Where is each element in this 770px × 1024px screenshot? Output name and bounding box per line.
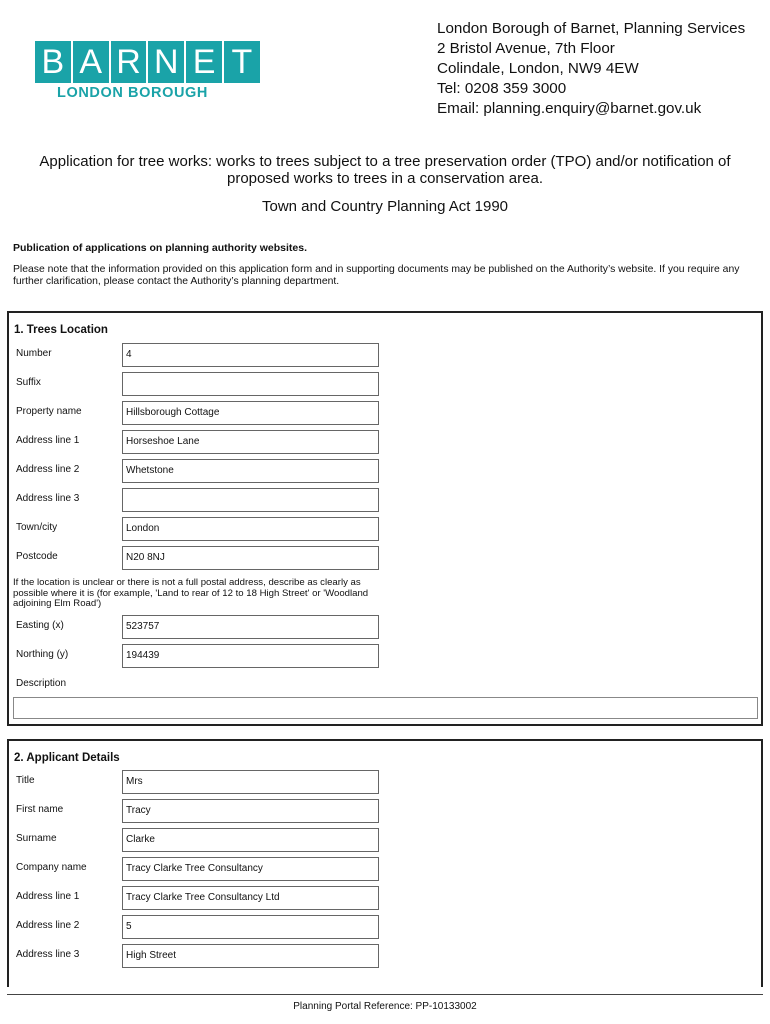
number-field[interactable]: 4 [122, 343, 379, 367]
logo-letters [35, 41, 260, 83]
publication-text: Please note that the information provided on this application form and in supporting documents may be published on the Authority’s website. If you require any further clarification, please contact the Authority’s planning department. [13, 264, 740, 287]
address-line-2-field[interactable]: Whetstone [122, 459, 379, 483]
applicant-address-line-2-label: Address line 2 [16, 920, 80, 931]
address-line-3-label: Address line 3 [16, 493, 80, 504]
section-title: 1. Trees Location [14, 324, 108, 336]
company-name-label: Company name [16, 862, 87, 873]
title-field[interactable]: Mrs [122, 770, 379, 794]
address-line-1-field[interactable]: Horseshoe Lane [122, 430, 379, 454]
applicant-address-line-1-label: Address line 1 [16, 891, 80, 902]
postcode-field[interactable]: N20 8NJ [122, 546, 379, 570]
easting-label: Easting (x) [16, 620, 64, 631]
postcode-label: Postcode [16, 551, 58, 562]
applicant-address-line-1-field[interactable]: Tracy Clarke Tree Consultancy Ltd [122, 886, 379, 910]
logo-letter: E [186, 41, 222, 83]
town-field[interactable]: London [122, 517, 379, 541]
applicant-address-line-2-field[interactable]: 5 [122, 915, 379, 939]
property-name-field[interactable]: Hillsborough Cottage [122, 401, 379, 425]
address-line: 2 Bristol Avenue, 7th Floor [437, 40, 615, 57]
logo-letter: R [111, 41, 147, 83]
location-note: If the location is unclear or there is not a full postal address, describe as clearly as possible where it is (for example, 'Land to rear of 12 to 18 High Street' or 'Woodland adjoining Elm Road') [13, 577, 369, 610]
northing-label: Northing (y) [16, 649, 69, 660]
town-label: Town/city [16, 522, 58, 533]
property-name-label: Property name [16, 406, 82, 417]
applicant-address-line-3-label: Address line 3 [16, 949, 80, 960]
logo-letter: T [224, 41, 260, 83]
address-line: Colindale, London, NW9 4EW [437, 60, 639, 77]
company-name-field[interactable]: Tracy Clarke Tree Consultancy [122, 857, 379, 881]
council-address [437, 19, 745, 119]
surname-label: Surname [16, 833, 57, 844]
suffix-label: Suffix [16, 377, 41, 388]
surname-field[interactable]: Clarke [122, 828, 379, 852]
section-title: 2. Applicant Details [14, 752, 120, 764]
applicant-address-line-3-field[interactable]: High Street [122, 944, 379, 968]
address-line-2-label: Address line 2 [16, 464, 80, 475]
address-email[interactable]: Email: planning.enquiry@barnet.gov.uk [437, 100, 702, 117]
address-phone: Tel: 0208 359 3000 [437, 80, 567, 97]
first-name-field[interactable]: Tracy [122, 799, 379, 823]
planning-portal-reference: Planning Portal Reference: PP-10133002 [293, 1001, 477, 1012]
easting-field[interactable]: 523757 [122, 615, 379, 639]
publication-heading: Publication of applications on planning authority websites. [13, 242, 308, 254]
number-label: Number [16, 348, 52, 359]
northing-field[interactable]: 194439 [122, 644, 379, 668]
first-name-label: First name [16, 804, 64, 815]
logo-subtitle: LONDON BOROUGH [57, 85, 208, 101]
trees-location-section [7, 311, 763, 726]
address-line-1-label: Address line 1 [16, 435, 80, 446]
form-title: Application for tree works: works to trees subject to a tree preservation order (TPO) and/or notification of proposed works to trees in a conservation area. [39, 153, 731, 187]
form-subtitle: Town and Country Planning Act 1990 [262, 198, 508, 215]
applicant-details-section [7, 739, 763, 987]
logo-letter: B [35, 41, 71, 83]
logo-letter: N [148, 41, 184, 83]
address-line: London Borough of Barnet, Planning Services [437, 20, 746, 37]
title-label: Title [16, 775, 35, 786]
suffix-field[interactable] [122, 372, 379, 396]
description-field[interactable] [13, 697, 758, 719]
description-label: Description [16, 678, 67, 689]
logo-letter: A [73, 41, 109, 83]
barnet-logo [35, 41, 260, 101]
footer-divider [7, 994, 763, 995]
address-line-3-field[interactable] [122, 488, 379, 512]
